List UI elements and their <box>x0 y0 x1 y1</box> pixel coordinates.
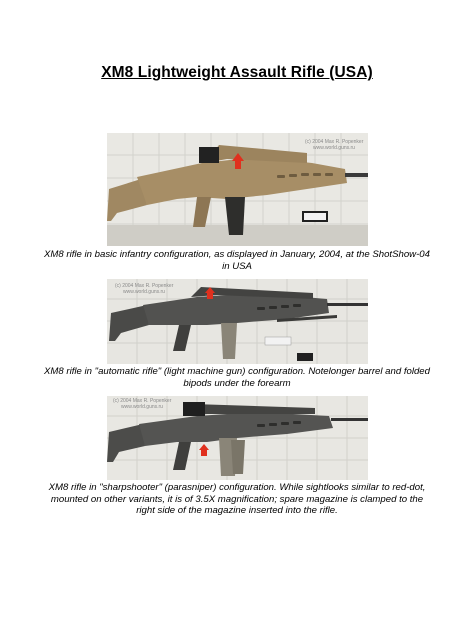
watermark-text: (c) 2004 Max R. Popenker <box>113 398 172 404</box>
watermark-url: www.world.guns.ru <box>313 145 355 151</box>
figure-photo-automatic-rifle <box>107 279 368 364</box>
watermark-url: www.world.guns.ru <box>123 289 165 295</box>
figure-caption-automatic <box>20 366 454 389</box>
rifle-image-automatic <box>107 279 368 364</box>
figure-caption-basic <box>20 249 454 272</box>
figure-photo-sharpshooter <box>107 396 368 480</box>
watermark-text: (c) 2004 Max R. Popenker <box>305 139 364 145</box>
caption-line: XM8 rifle in basic infantry configuration, as displayed in January, 2004, at the ShotShow-04 <box>44 249 430 260</box>
caption-line: XM8 rifle in "automatic rifle" (light machine gun) configuration. Notelonger barrel and folded <box>44 366 430 377</box>
watermark-text: (c) 2004 Max R. Popenker <box>115 283 174 289</box>
caption-line: bipods under the forearm <box>183 377 291 389</box>
caption-line: in USA <box>222 260 252 272</box>
rifle-image-sharpshooter <box>107 396 368 480</box>
figure-photo-basic-rifle <box>107 133 368 246</box>
caption-line: mounted on other variants, it is of 3.5X magnification; spare magazine is clamped to the <box>50 493 424 505</box>
watermark-url: www.world.guns.ru <box>121 404 163 410</box>
rifle-image-tan <box>107 133 368 246</box>
caption-line: XM8 rifle in "sharpshooter" (parasniper) configuration. While sightlooks similar to red-dot, <box>48 482 426 493</box>
figure-caption-sharpshooter <box>20 482 454 517</box>
page-title: XM8 Lightweight Assault Rifle (USA) <box>101 64 373 81</box>
caption-line: right side of the magazine inserted into the rifle. <box>136 505 338 516</box>
